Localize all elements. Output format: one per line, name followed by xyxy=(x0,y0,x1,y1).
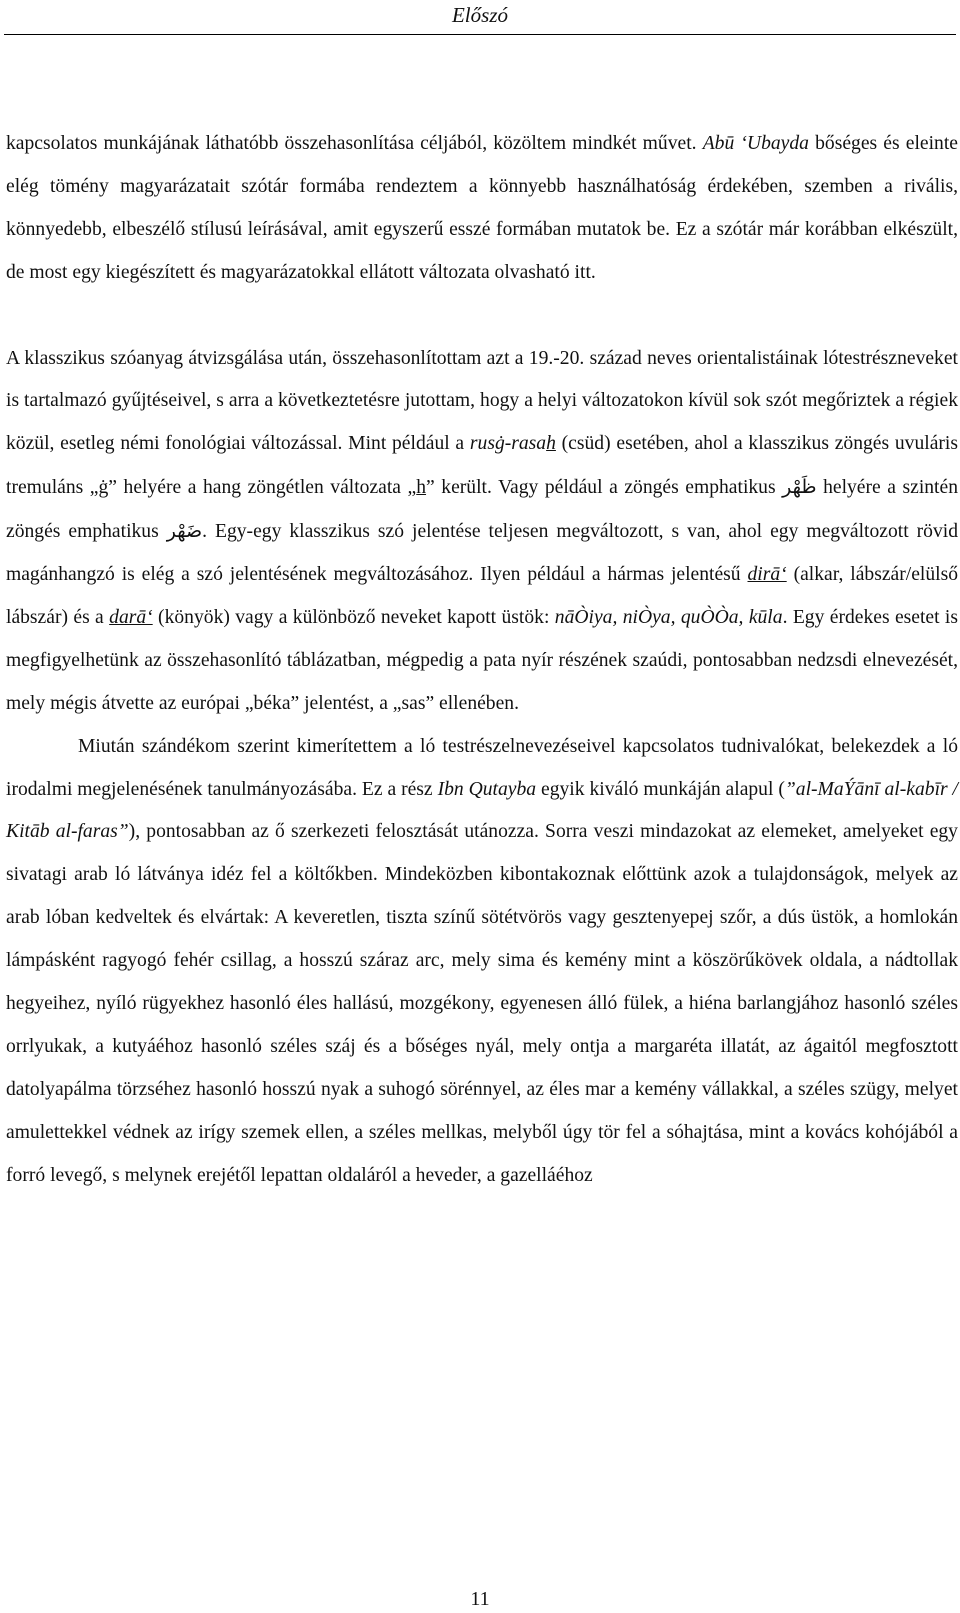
running-head-title: Előszó xyxy=(451,3,508,27)
p2-term-rusg-rasa: rusġ-rasa xyxy=(469,433,547,455)
p1-text-2: bőséges és eleinte elég tömény magyarázatait szótár formába rendeztem a könnyebb használhatóság érdekében, szemben a rivális, könnyedebb, elbeszélő stílusú leírásával, amit egyszerű esszé formában mutatok be. Ez a szótár már korábban elkészült, de most egy kiegészített és magyarázatokkal ellátott változata olvasható itt. xyxy=(6,133,958,283)
p2-letter-h: h xyxy=(416,477,427,499)
body-text xyxy=(6,123,958,1198)
paragraph-1 xyxy=(6,123,958,295)
header-rule xyxy=(4,34,956,35)
p3-text-2: egyik kiváló munkáján alapul ( xyxy=(536,778,785,800)
p2-term-rusg-rasah xyxy=(470,433,556,454)
p1-author-name: Abū ‘Ubayda xyxy=(702,133,809,154)
p2-text-3: ” került. Vagy például a zöngés emphatikus xyxy=(426,477,783,499)
p2-text-7: (könyök) vagy a különböző neveket kapott üstök: xyxy=(152,606,555,628)
p2-text-8: . Egy érdekes esetet is megfigyelhetünk az összehasonlító táblázatban, mégpedig a pata nyír részének szaúdi, pontosabban nedzsdi elnevezését, mely mégis átvette az európai „béka” jelentést, a „sas” ellenében. xyxy=(6,606,958,714)
p2-arabic-word-1: ظَهْر xyxy=(782,476,817,499)
p3-work-title: ”al-MaÝānī al-kabīr / Kitāb al-faras” xyxy=(6,778,959,843)
p3-author-name: Ibn Qutayba xyxy=(437,778,537,800)
p3-text-3: ), pontosabban az ő szerkezeti felosztását utánozza. Sorra veszi mindazokat az elemeket, amelyeket egy sivatagi arab ló látványa idéz fel a költőkben. Mindeközben kibontakoznak előttünk azok a tulajdonságok, melyek az arab lóban kedveltek és elvártak: A keveretlen, tiszta színű sötétvörös vagy gesztenyepej szőr, a dús üstök, a homlokán lámpásként ragyogó fehér csillag, a hosszú száraz arc, mely sima és kemény mint a köszörűkövek oldala, a nádtollak hegyeihez, nyíló rügyekhez hasonló éles hallású, mozgékony, egyenesen álló fülek, a hiéna barlangjához hasonló széles orrlyukak, a kutyáéhoz hasonló széles száj és a bőséges nyál, mely ontja a margaréta illatát, az ágaitól megfosztott datolyapálma törzséhez hasonló hosszú nyak a suhogó sörénnyel, az éles mar a kemény vállakkal, a széles szügy, melyet amulettekkel védnek az irígy szemek ellen, a széles mellkas, melyből úgy tör fel a sóhajtása, mint a kovács kohójából a forró levegő, s melynek erejétől lepattan oldaláról a heveder, a gazelláéhoz xyxy=(6,821,958,1186)
p2-arabic-word-2: ضَهْر xyxy=(166,520,203,543)
paragraph-2 xyxy=(6,338,958,726)
p2-text-6: (alkar, lábszár/elülső lábszár) és a xyxy=(6,564,958,628)
p1-text-1: kapcsolatos munkájának láthatóbb összehasonlítása céljából, közöltem mindkét művet. xyxy=(6,133,703,154)
p2-term-list: nāÒiya, niÒya, quÒÒa, kūla xyxy=(554,606,783,628)
paragraph-3 xyxy=(6,726,958,1198)
p2-term-h-underlined: h xyxy=(546,433,556,455)
p2-term-dira: dirā‘ xyxy=(747,564,787,586)
page-number: 11 xyxy=(470,1588,490,1610)
p2-text-4: helyére a szintén zöngés emphatikus xyxy=(6,477,958,543)
p2-term-dara: darā‘ xyxy=(109,606,153,628)
p2-text-5: . Egy-egy klasszikus szó jelentése teljesen megváltozott, s van, ahol egy megváltozott rövid magánhangzó is elég a szó jelentésének megváltozásához. Ilyen például a hármas jelentésű xyxy=(6,521,958,586)
p2-text-2: (csüd) esetében, ahol a klasszikus zöngés uvuláris tremuláns „ġ” helyére a hang zöngétlen változata „ xyxy=(6,433,958,499)
p2-text-1: A klasszikus szóanyag átvizsgálása után, összehasonlítottam azt a 19.-20. század neves orientalistáinak lótestrészneveket is tartalmazó gyűjtéseivel, s arra a következtetésre jutottam, hogy a helyi változatokon kívül sok szót megőriztek a régiek közül, esetleg némi fonológiai változással. Mint például a xyxy=(6,347,958,455)
p3-text-1: Miután szándékom szerint kimerítettem a ló testrészelnevezéseivel kapcsolatos tudnivalókat, belekezdek a ló irodalmi megjelenésének tanulmányozásába. Ez a rész xyxy=(6,735,958,800)
